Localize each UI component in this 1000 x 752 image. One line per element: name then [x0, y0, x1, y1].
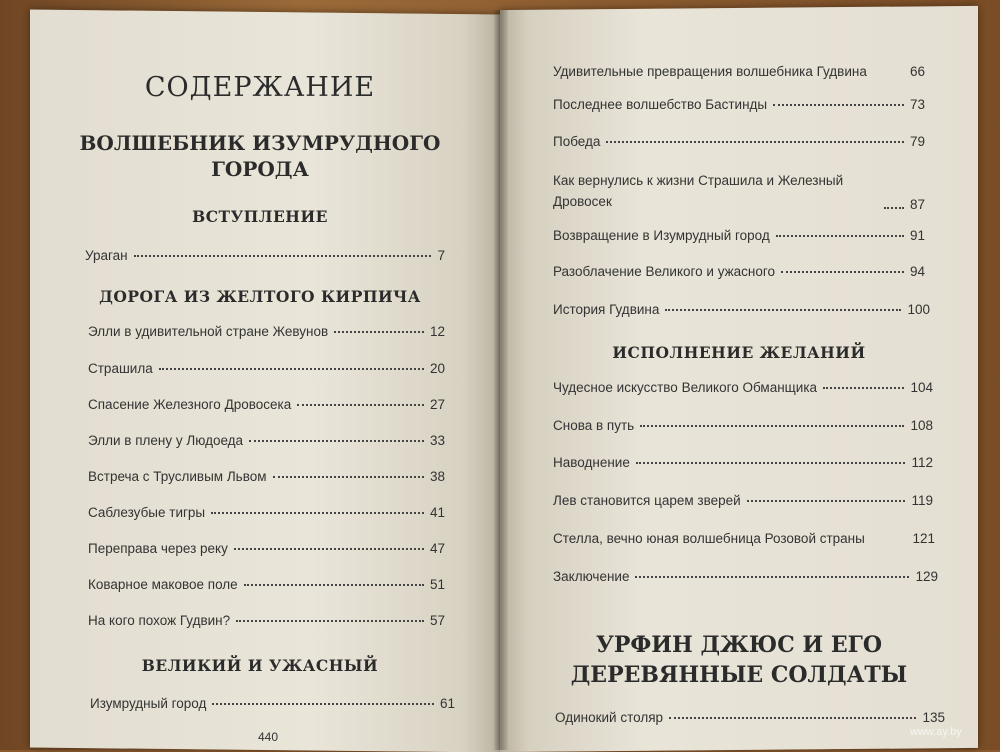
- entry-title: История Гудвина: [553, 302, 660, 317]
- part2-heading: ВЕЛИКИЙ И УЖАСНЫЙ: [141, 656, 379, 675]
- toc-entry: [88, 613, 445, 628]
- toc-entry: [85, 248, 445, 263]
- toc-entry: [88, 324, 445, 339]
- entry-page: 112: [911, 455, 933, 470]
- toc-entry: [553, 418, 933, 433]
- leader-dots: [773, 104, 904, 106]
- leader-dots: [249, 440, 424, 442]
- entry-title: Изумрудный город: [90, 696, 207, 711]
- entry-title: Последнее волшебство Бастинды: [553, 97, 768, 112]
- entry-page: 121: [912, 531, 935, 546]
- book1-title: [30, 130, 490, 182]
- toc-entry: [553, 64, 925, 79]
- entry-title: Элли в удивительной стране Жевунов: [88, 324, 329, 339]
- entry-page: 38: [429, 469, 445, 484]
- leader-dots: [236, 620, 424, 622]
- book2-title-line1: УРФИН ДЖЮС И ЕГО: [596, 632, 882, 658]
- entry-page: 7: [437, 248, 445, 263]
- part1-heading: ДОРОГА ИЗ ЖЕЛТОГО КИРПИЧА: [99, 287, 421, 306]
- toc-entry: [90, 696, 455, 711]
- entry-page: 47: [429, 541, 445, 556]
- left-page: [30, 10, 500, 752]
- toc-entry: [553, 455, 933, 470]
- toc-entry: [553, 302, 930, 317]
- leader-dots: [871, 538, 907, 540]
- entry-page: 79: [909, 134, 925, 149]
- leader-dots: [635, 576, 909, 578]
- entry-title: Одинокий столяр: [555, 710, 664, 725]
- entry-page: 91: [909, 228, 925, 243]
- book1-title-line1: ВОЛШЕБНИК ИЗУМРУДНОГО: [79, 131, 441, 155]
- entry-page: 87: [909, 197, 925, 212]
- leader-dots: [212, 703, 434, 705]
- entry-page: 51: [429, 577, 445, 592]
- entry-title: Встреча с Трусливым Львом: [88, 469, 267, 484]
- entry-page: 73: [909, 97, 925, 112]
- entry-page: 20: [429, 361, 445, 376]
- page-number: 440: [258, 730, 279, 744]
- leader-dots: [776, 235, 904, 237]
- toc-entry: [553, 97, 925, 112]
- entry-title: Разоблачение Великого и ужасного: [553, 264, 775, 279]
- entry-title: Коварное маковое поле: [88, 577, 238, 592]
- leader-dots: [669, 717, 916, 719]
- entry-title: Стелла, вечно юная волшебница Розовой страны: [553, 531, 865, 546]
- entry-title: Элли в плену у Людоеда: [88, 433, 244, 448]
- book2-title-line2: ДЕРЕВЯННЫЕ СОЛДАТЫ: [570, 662, 908, 688]
- toc-entry: [88, 433, 445, 448]
- entry-page: 108: [910, 418, 933, 433]
- leader-dots: [273, 476, 424, 478]
- leader-dots: [747, 500, 906, 502]
- entry-title: Как вернулись к жизни Страшила и Железный Дровосек: [553, 173, 844, 209]
- entry-page: 104: [910, 380, 933, 395]
- leader-dots: [334, 331, 424, 333]
- leader-dots: [159, 368, 424, 370]
- toc-entry: [553, 531, 935, 546]
- entry-page: 119: [911, 493, 933, 508]
- leader-dots: [606, 141, 904, 143]
- entry-title: Наводнение: [553, 455, 630, 470]
- leader-dots: [234, 548, 424, 550]
- toc-entry: [88, 397, 445, 412]
- entry-page: 57: [429, 613, 445, 628]
- leader-dots: [636, 462, 906, 464]
- leader-dots: [134, 255, 432, 257]
- toc-entry: [553, 170, 925, 212]
- toc-entry: [553, 134, 925, 149]
- toc-entry: [553, 380, 933, 395]
- entry-page: 135: [922, 710, 945, 725]
- leader-dots: [823, 387, 904, 389]
- entry-page: 94: [909, 264, 925, 279]
- entry-page: 33: [429, 433, 445, 448]
- entry-title: Заключение: [553, 569, 630, 584]
- entry-page: 27: [429, 397, 445, 412]
- leader-dots: [297, 404, 424, 406]
- toc-entry: [553, 264, 925, 279]
- toc-entry: [88, 469, 445, 484]
- part3-heading: ИСПОЛНЕНИЕ ЖЕЛАНИЙ: [612, 343, 866, 362]
- contents-title: СОДЕРЖАНИЕ: [144, 72, 376, 103]
- entry-page: 12: [429, 324, 445, 339]
- leader-dots: [640, 425, 904, 427]
- entry-title: Возвращение в Изумрудный город: [553, 228, 770, 243]
- toc-entry: [88, 505, 445, 520]
- entry-title: Снова в путь: [553, 418, 635, 433]
- entry-title: На кого похож Гудвин?: [88, 613, 231, 628]
- entry-page: 61: [439, 696, 455, 711]
- entry-title: Лев становится царем зверей: [553, 493, 741, 508]
- toc-entry: [553, 493, 933, 508]
- leader-dots: [873, 71, 904, 73]
- leader-dots: [244, 584, 424, 586]
- entry-page: 41: [429, 505, 445, 520]
- toc-entry: [553, 569, 938, 584]
- toc-entry: [88, 577, 445, 592]
- entry-title: Страшила: [88, 361, 153, 376]
- entry-title: Победа: [553, 134, 601, 149]
- entry-title: Удивительные превращения волшебника Гудвина: [553, 64, 867, 79]
- entry-title: Ураган: [85, 248, 128, 263]
- book1-title-line2: ГОРОДА: [211, 157, 309, 181]
- entry-title: Чудесное искусство Великого Обманщика: [553, 380, 818, 395]
- entry-page: 100: [907, 302, 930, 317]
- leader-dots: [884, 207, 904, 209]
- toc-entry: [88, 541, 445, 556]
- leader-dots: [211, 512, 424, 514]
- toc-entry: [88, 361, 445, 376]
- intro-heading: ВСТУПЛЕНИЕ: [192, 207, 328, 226]
- watermark: www.ay.by: [910, 726, 962, 738]
- entry-page: 129: [915, 569, 938, 584]
- toc-entry: [555, 710, 945, 725]
- entry-title: Саблезубые тигры: [88, 505, 206, 520]
- toc-entry: [553, 228, 925, 243]
- entry-page: 66: [909, 64, 925, 79]
- book2-title: [500, 630, 978, 690]
- leader-dots: [665, 309, 901, 311]
- entry-title: Спасение Железного Дровосека: [88, 397, 292, 412]
- leader-dots: [781, 271, 904, 273]
- entry-title: Переправа через реку: [88, 541, 228, 556]
